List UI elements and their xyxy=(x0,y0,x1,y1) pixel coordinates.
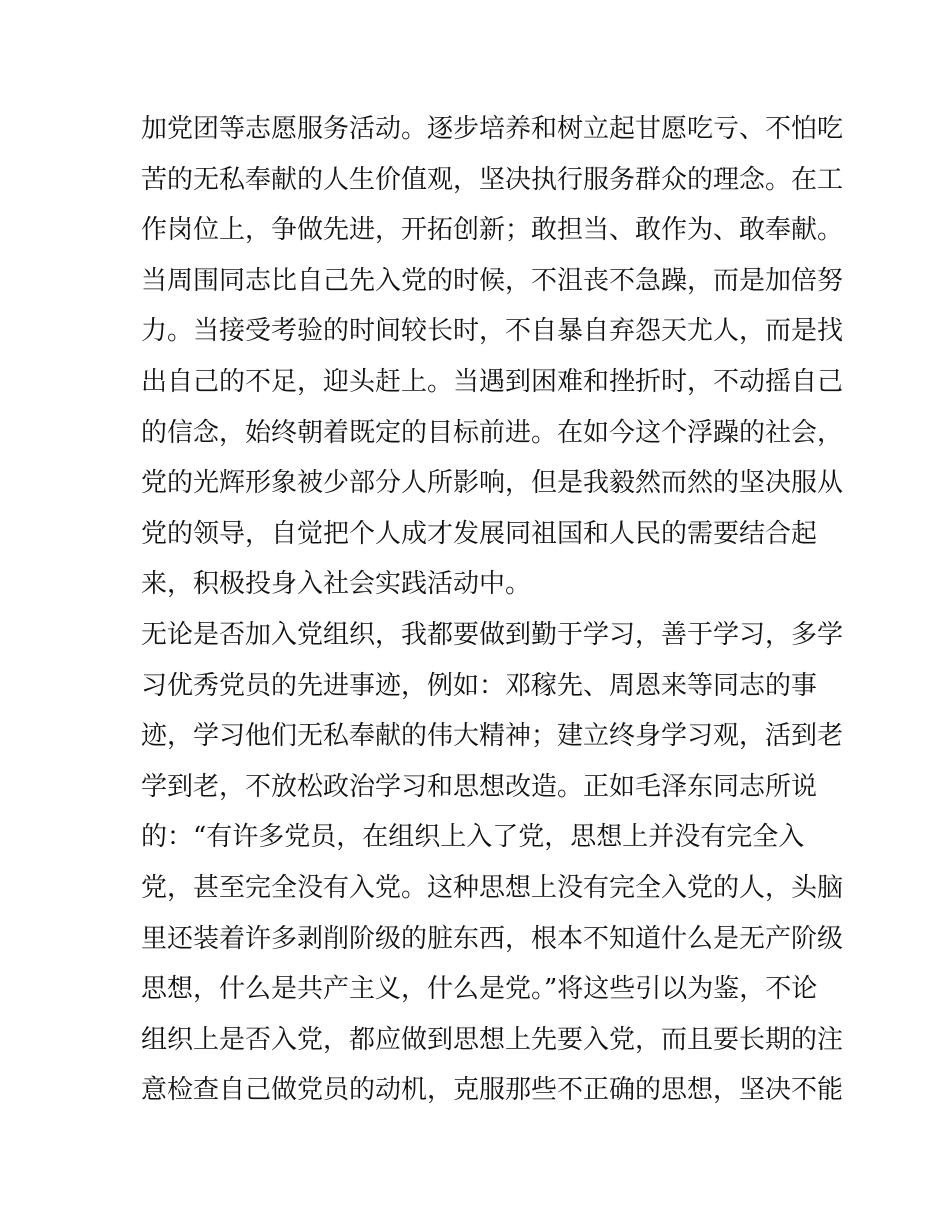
text-line: 里还装着许多剥削阶级的脏东西，根本不知道什么是无产阶级 xyxy=(141,923,844,954)
text-line: 的：“有许多党员，在组织上入了党，思想上并没有完全入 xyxy=(141,822,805,853)
text-line: 迹，学习他们无私奉献的伟大精神；建立终身学习观，活到老 xyxy=(141,721,844,752)
body-text xyxy=(141,104,844,1116)
text-line: 出自己的不足，迎头赶上。当遇到困难和挫折时，不动摇自己 xyxy=(141,366,844,397)
text-line: 力。当接受考验的时间较长时，不自暴自弃怨天尤人，而是找 xyxy=(141,316,844,347)
text-line: 来，积极投身入社会实践活动中。 xyxy=(141,569,532,600)
text-line: 学到老，不放松政治学习和思想改造。正如毛泽东同志所说 xyxy=(141,771,818,802)
text-line: 思想，什么是共产主义，什么是党。”将这些引以为鉴，不论 xyxy=(141,974,818,1005)
text-line: 习优秀党员的先进事迹，例如：邓稼先、周恩来等同志的事 xyxy=(141,670,818,701)
text-line: 党的光辉形象被少部分人所影响，但是我毅然而然的坚决服从 xyxy=(141,468,844,499)
text-line: 党，甚至完全没有入党。这种思想上没有完全入党的人，头脑 xyxy=(141,872,844,903)
text-line: 的信念，始终朝着既定的目标前进。在如今这个浮躁的社会， xyxy=(141,417,844,448)
text-line: 当周围同志比自己先入党的时候，不沮丧不急躁，而是加倍努 xyxy=(141,265,844,296)
text-line: 作岗位上，争做先进，开拓创新；敢担当、敢作为、敢奉献。 xyxy=(141,215,844,246)
text-line: 加党团等志愿服务活动。逐步培养和树立起甘愿吃亏、不怕吃 xyxy=(141,114,844,144)
text-line: 无论是否加入党组织，我都要做到勤于学习，善于学习，多学 xyxy=(141,619,844,650)
text-line: 党的领导，自觉把个人成才发展同祖国和人民的需要结合起 xyxy=(141,518,818,549)
text-line: 苦的无私奉献的人生价值观，坚决执行服务群众的理念。在工 xyxy=(141,164,844,195)
text-line: 意检查自己做党员的动机，克服那些不正确的思想，坚决不能 xyxy=(141,1075,844,1106)
text-line: 组织上是否入党，都应做到思想上先要入党，而且要长期的注 xyxy=(141,1024,844,1055)
